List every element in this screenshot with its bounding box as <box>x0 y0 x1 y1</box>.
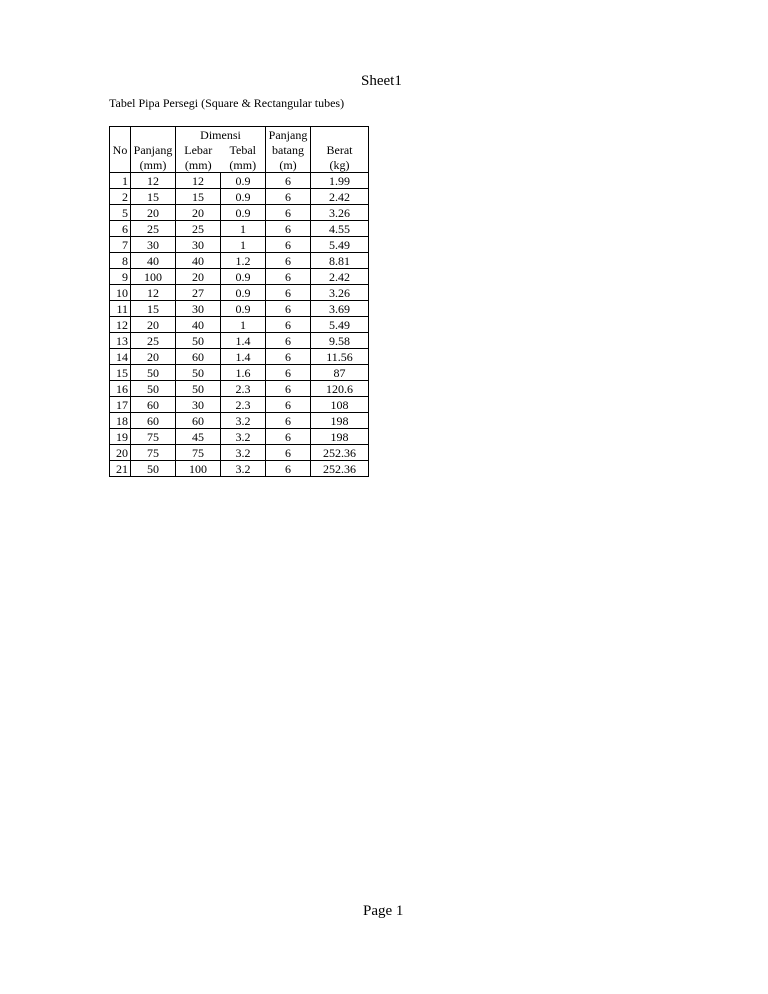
header-panjang-batang-unit: (m) <box>266 157 311 173</box>
table-row <box>110 205 369 221</box>
cell-lebar: 45 <box>176 429 221 445</box>
cell-no: 2 <box>110 189 131 205</box>
cell-panjang-batang: 6 <box>266 429 311 445</box>
cell-lebar: 100 <box>176 461 221 477</box>
header-no-unit-blank <box>110 157 131 173</box>
cell-panjang: 12 <box>131 173 176 189</box>
cell-panjang: 12 <box>131 285 176 301</box>
cell-panjang: 25 <box>131 221 176 237</box>
cell-lebar: 30 <box>176 397 221 413</box>
cell-no: 8 <box>110 253 131 269</box>
cell-panjang-batang: 6 <box>266 221 311 237</box>
cell-panjang-batang: 6 <box>266 317 311 333</box>
cell-lebar: 30 <box>176 237 221 253</box>
cell-panjang: 60 <box>131 413 176 429</box>
cell-panjang-batang: 6 <box>266 333 311 349</box>
cell-tebal: 1.6 <box>221 365 266 381</box>
cell-tebal: 0.9 <box>221 189 266 205</box>
cell-tebal: 0.9 <box>221 301 266 317</box>
cell-panjang: 50 <box>131 461 176 477</box>
cell-panjang-batang: 6 <box>266 413 311 429</box>
cell-panjang-batang: 6 <box>266 461 311 477</box>
cell-no: 15 <box>110 365 131 381</box>
cell-berat: 198 <box>311 429 369 445</box>
cell-berat: 3.69 <box>311 301 369 317</box>
pipe-table <box>109 126 369 477</box>
cell-berat: 1.99 <box>311 173 369 189</box>
table-row <box>110 301 369 317</box>
cell-berat: 8.81 <box>311 253 369 269</box>
cell-lebar: 40 <box>176 253 221 269</box>
table-row <box>110 445 369 461</box>
cell-berat: 87 <box>311 365 369 381</box>
table-row <box>110 173 369 189</box>
cell-panjang-batang: 6 <box>266 301 311 317</box>
table-row <box>110 317 369 333</box>
cell-berat: 120.6 <box>311 381 369 397</box>
cell-tebal: 0.9 <box>221 205 266 221</box>
table-row <box>110 269 369 285</box>
cell-no: 13 <box>110 333 131 349</box>
cell-tebal: 1 <box>221 221 266 237</box>
cell-no: 1 <box>110 173 131 189</box>
cell-panjang: 15 <box>131 189 176 205</box>
cell-tebal: 1 <box>221 317 266 333</box>
cell-panjang: 60 <box>131 397 176 413</box>
cell-berat: 252.36 <box>311 461 369 477</box>
header-no-blank <box>110 127 131 143</box>
cell-lebar: 20 <box>176 269 221 285</box>
cell-no: 11 <box>110 301 131 317</box>
page-footer: Page 1 <box>363 903 404 919</box>
cell-panjang-batang: 6 <box>266 349 311 365</box>
cell-panjang: 20 <box>131 349 176 365</box>
header-no: No <box>110 142 131 157</box>
header-berat-blank <box>311 127 369 143</box>
table-row <box>110 413 369 429</box>
table-body <box>110 173 369 477</box>
cell-tebal: 3.2 <box>221 413 266 429</box>
cell-tebal: 1.4 <box>221 349 266 365</box>
table-row <box>110 365 369 381</box>
cell-panjang-batang: 6 <box>266 189 311 205</box>
cell-berat: 5.49 <box>311 237 369 253</box>
cell-berat: 2.42 <box>311 269 369 285</box>
table-row <box>110 461 369 477</box>
cell-panjang-batang: 6 <box>266 285 311 301</box>
cell-tebal: 1.2 <box>221 253 266 269</box>
cell-lebar: 12 <box>176 173 221 189</box>
table-row <box>110 429 369 445</box>
cell-no: 21 <box>110 461 131 477</box>
cell-lebar: 75 <box>176 445 221 461</box>
cell-berat: 3.26 <box>311 205 369 221</box>
cell-panjang-batang: 6 <box>266 173 311 189</box>
cell-no: 14 <box>110 349 131 365</box>
cell-panjang: 50 <box>131 381 176 397</box>
cell-panjang: 30 <box>131 237 176 253</box>
cell-berat: 4.55 <box>311 221 369 237</box>
cell-berat: 5.49 <box>311 317 369 333</box>
header-tebal-unit: (mm) <box>221 157 266 173</box>
cell-tebal: 0.9 <box>221 269 266 285</box>
cell-panjang-batang: 6 <box>266 237 311 253</box>
header-dimensi: Dimensi <box>176 127 266 143</box>
cell-panjang: 20 <box>131 205 176 221</box>
cell-no: 17 <box>110 397 131 413</box>
table-row <box>110 237 369 253</box>
cell-panjang-batang: 6 <box>266 253 311 269</box>
header-panjang-blank <box>131 127 176 143</box>
table-row <box>110 189 369 205</box>
cell-lebar: 60 <box>176 413 221 429</box>
cell-tebal: 2.3 <box>221 397 266 413</box>
header-tebal: Tebal <box>221 142 266 157</box>
cell-lebar: 60 <box>176 349 221 365</box>
cell-lebar: 50 <box>176 333 221 349</box>
cell-tebal: 1.4 <box>221 333 266 349</box>
header-panjang: Panjang <box>131 142 176 157</box>
cell-panjang-batang: 6 <box>266 397 311 413</box>
cell-panjang: 100 <box>131 269 176 285</box>
cell-tebal: 3.2 <box>221 429 266 445</box>
header-lebar: Lebar <box>184 142 213 157</box>
cell-panjang-batang: 6 <box>266 381 311 397</box>
cell-no: 18 <box>110 413 131 429</box>
table-row <box>110 333 369 349</box>
cell-no: 10 <box>110 285 131 301</box>
cell-berat: 3.26 <box>311 285 369 301</box>
cell-panjang: 75 <box>131 429 176 445</box>
cell-tebal: 0.9 <box>221 285 266 301</box>
table-row <box>110 397 369 413</box>
cell-panjang: 25 <box>131 333 176 349</box>
header-row-2 <box>110 142 369 157</box>
cell-tebal: 1 <box>221 237 266 253</box>
cell-lebar: 40 <box>176 317 221 333</box>
cell-lebar: 50 <box>176 381 221 397</box>
cell-panjang: 20 <box>131 317 176 333</box>
table-row <box>110 381 369 397</box>
table-title: Tabel Pipa Persegi (Square & Rectangular tubes) <box>109 96 345 110</box>
cell-berat: 198 <box>311 413 369 429</box>
cell-panjang: 75 <box>131 445 176 461</box>
cell-lebar: 25 <box>176 221 221 237</box>
cell-tebal: 3.2 <box>221 461 266 477</box>
sheet-name: Sheet1 <box>361 73 402 89</box>
cell-panjang: 15 <box>131 301 176 317</box>
cell-berat: 108 <box>311 397 369 413</box>
table-row <box>110 253 369 269</box>
cell-tebal: 2.3 <box>221 381 266 397</box>
cell-lebar: 20 <box>176 205 221 221</box>
cell-berat: 9.58 <box>311 333 369 349</box>
header-berat: Berat <box>311 142 369 157</box>
cell-panjang: 40 <box>131 253 176 269</box>
cell-no: 19 <box>110 429 131 445</box>
cell-lebar: 30 <box>176 301 221 317</box>
cell-no: 12 <box>110 317 131 333</box>
cell-tebal: 0.9 <box>221 173 266 189</box>
cell-no: 20 <box>110 445 131 461</box>
cell-panjang-batang: 6 <box>266 445 311 461</box>
cell-lebar: 27 <box>176 285 221 301</box>
cell-no: 16 <box>110 381 131 397</box>
header-berat-unit: (kg) <box>311 157 369 173</box>
cell-no: 7 <box>110 237 131 253</box>
header-panjang-batang-1: Panjang <box>266 127 311 143</box>
table-row <box>110 349 369 365</box>
table-row <box>110 285 369 301</box>
cell-panjang: 50 <box>131 365 176 381</box>
header-panjang-batang-2: batang <box>266 142 311 157</box>
table-row <box>110 221 369 237</box>
cell-no: 6 <box>110 221 131 237</box>
header-row-1 <box>110 127 369 143</box>
cell-berat: 11.56 <box>311 349 369 365</box>
cell-no: 5 <box>110 205 131 221</box>
cell-berat: 2.42 <box>311 189 369 205</box>
cell-no: 9 <box>110 269 131 285</box>
cell-tebal: 3.2 <box>221 445 266 461</box>
cell-panjang-batang: 6 <box>266 269 311 285</box>
cell-lebar: 15 <box>176 189 221 205</box>
cell-panjang-batang: 6 <box>266 205 311 221</box>
header-lebar-unit: (mm) <box>184 157 212 172</box>
header-panjang-unit: (mm) <box>131 157 176 173</box>
header-row-3 <box>110 157 369 173</box>
cell-panjang-batang: 6 <box>266 365 311 381</box>
cell-lebar: 50 <box>176 365 221 381</box>
cell-berat: 252.36 <box>311 445 369 461</box>
